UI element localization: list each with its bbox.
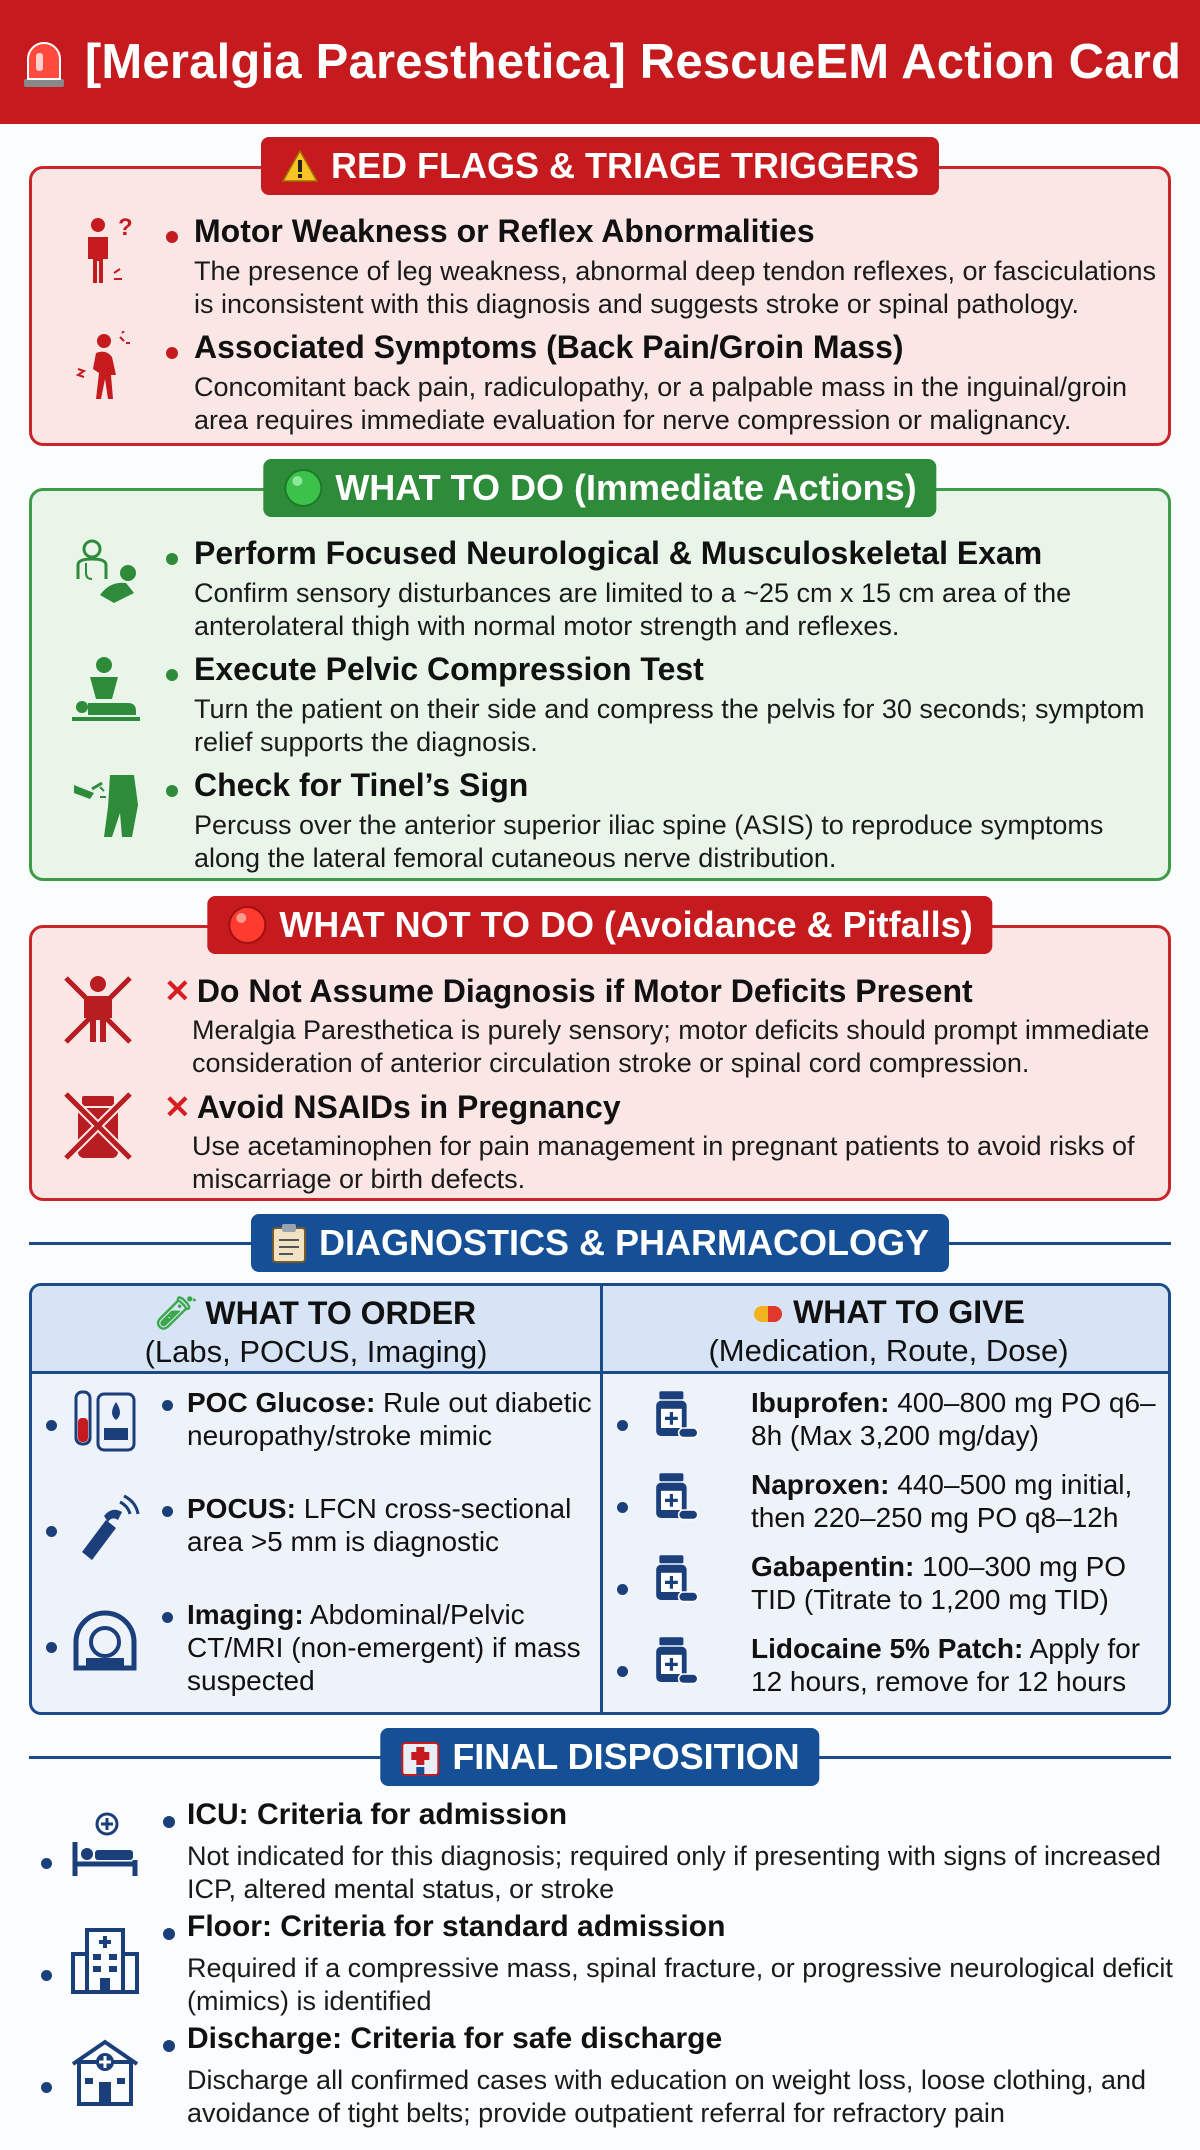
order-column-header xyxy=(32,1286,600,1374)
item-desc: Confirm sensory disturbances are limited to a ~25 cm x 15 cm area of the anterolateral thigh with normal motor strength and reflexes. xyxy=(194,578,1072,641)
pill-bottle-icon xyxy=(645,1552,701,1608)
diagnostics-heading: DIAGNOSTICS & PHARMACOLOGY xyxy=(251,1214,949,1272)
med-text: Apply for 12 hours, remove for 12 hours xyxy=(751,1633,1141,1697)
hospital-icon xyxy=(400,1737,440,1777)
order-text: Rule out diabetic neuropathy/stroke mimic xyxy=(187,1387,592,1451)
item-title: Associated Symptoms (Back Pain/Groin Mass) xyxy=(194,329,904,365)
med-label: Lidocaine 5% Patch: xyxy=(751,1633,1024,1664)
bullet xyxy=(166,785,178,797)
order-label: POC Glucose: xyxy=(187,1387,376,1418)
item-title: Discharge: Criteria for safe discharge xyxy=(187,2022,723,2055)
order-label: Imaging: xyxy=(187,1599,304,1630)
order-subheading: (Labs, POCUS, Imaging) xyxy=(144,1334,488,1369)
bullet xyxy=(41,1970,52,1981)
clipboard-icon xyxy=(271,1222,307,1264)
diagnostics-table xyxy=(29,1283,1171,1715)
bullet xyxy=(166,231,178,243)
red-flags-heading: RED FLAGS & TRIAGE TRIGGERS xyxy=(261,137,939,195)
what-to-do-heading: WHAT TO DO (Immediate Actions) xyxy=(263,459,936,517)
ct-scanner-icon xyxy=(70,1608,140,1678)
hospital-bed-icon xyxy=(69,1812,141,1884)
give-row xyxy=(603,1550,1171,1630)
disposition-section xyxy=(29,1790,1171,2140)
title-bar xyxy=(0,0,1200,124)
pill-bottle-icon xyxy=(645,1388,701,1444)
what-not-to-do-heading: WHAT NOT TO DO (Avoidance & Pitfalls) xyxy=(207,896,992,954)
give-heading: WHAT TO GIVE xyxy=(793,1294,1025,1330)
item-title: ✕ Do Not Assume Diagnosis if Motor Deficits Present xyxy=(164,973,973,1009)
give-subheading: (Medication, Route, Dose) xyxy=(708,1333,1069,1368)
med-text: 100–300 mg PO TID (Titrate to 1,200 mg TID) xyxy=(751,1551,1127,1615)
bullet xyxy=(166,553,178,565)
bullet xyxy=(163,1928,175,1940)
pill-bottle-icon xyxy=(645,1470,701,1526)
item-desc: Discharge all confirmed cases with education on weight loss, loose clothing, and avoidance of tight belts; provide outpatient referral for refractory pain xyxy=(187,2065,1147,2128)
order-row xyxy=(32,1492,600,1592)
green-circle-icon xyxy=(283,468,323,508)
x-mark-icon: ✕ xyxy=(164,973,191,1009)
item-title: Motor Weakness or Reflex Abnormalities xyxy=(194,213,815,249)
med-label: Naproxen: xyxy=(751,1469,890,1500)
back-pain-icon xyxy=(70,331,142,403)
med-text: 400–800 mg PO q6–8h (Max 3,200 mg/day) xyxy=(751,1387,1156,1451)
svg-text:?: ? xyxy=(118,215,133,241)
order-heading: WHAT TO ORDER xyxy=(205,1295,477,1331)
give-column-header xyxy=(603,1286,1171,1374)
bullet xyxy=(163,2040,175,2052)
item-title: ICU: Criteria for admission xyxy=(187,1798,568,1831)
item-desc: The presence of leg weakness, abnormal deep tendon reflexes, or fasciculations is inconsistent with this diagnosis and suggests stroke or spinal pathology. xyxy=(194,256,1157,319)
item-desc: Meralgia Paresthetica is purely sensory; motor deficits should prompt immediate consideration of anterior circulation stroke or spinal cord compression. xyxy=(192,1015,1150,1078)
order-text: Abdominal/Pelvic CT/MRI (non-emergent) if mass suspected xyxy=(187,1599,581,1696)
ultrasound-probe-icon xyxy=(70,1492,140,1562)
bullet xyxy=(46,1420,57,1431)
what-not-to-do-section xyxy=(29,904,1171,1201)
bullet xyxy=(162,1506,173,1517)
item-title: ✕ Avoid NSAIDs in Pregnancy xyxy=(164,1089,621,1125)
pill-bottle-icon xyxy=(645,1634,701,1690)
siren-icon xyxy=(19,35,69,89)
pelvic-compression-icon xyxy=(70,655,142,727)
hospital-building-icon xyxy=(69,1924,141,1996)
red-flags-section xyxy=(29,145,1171,446)
bullet xyxy=(617,1502,628,1513)
item-title: Floor: Criteria for standard admission xyxy=(187,1910,726,1943)
doctor-exam-icon xyxy=(70,539,142,611)
person-question-icon xyxy=(70,215,142,287)
item-desc: Not indicated for this diagnosis; required only if presenting with signs of increased ICP, altered mental status, or stroke xyxy=(187,1841,1162,1904)
give-row xyxy=(603,1632,1171,1712)
item-title: Execute Pelvic Compression Test xyxy=(194,651,704,687)
pill-icon xyxy=(752,1303,784,1325)
bullet xyxy=(162,1612,173,1623)
what-to-do-section xyxy=(29,467,1171,881)
bullet xyxy=(46,1526,57,1537)
item-title: Check for Tinel’s Sign xyxy=(194,767,529,803)
bullet xyxy=(166,669,178,681)
order-row xyxy=(32,1598,600,1708)
give-row xyxy=(603,1468,1171,1548)
bullet xyxy=(41,1858,52,1869)
glucose-meter-icon xyxy=(70,1388,140,1458)
bullet xyxy=(166,347,178,359)
bullet xyxy=(46,1642,57,1653)
bullet xyxy=(617,1420,628,1431)
med-text: 440–500 mg initial, then 220–250 mg PO q8–12h xyxy=(751,1469,1133,1533)
bullet xyxy=(617,1584,628,1595)
item-title: Perform Focused Neurological & Musculoskeletal Exam xyxy=(194,535,1043,571)
stop-circle-icon xyxy=(227,905,267,945)
item-desc: Turn the patient on their side and compress the pelvis for 30 seconds; symptom relief supports the diagnosis. xyxy=(194,694,1145,757)
x-mark-icon: ✕ xyxy=(164,1089,191,1125)
give-row xyxy=(603,1386,1171,1466)
disposition-heading: FINAL DISPOSITION xyxy=(380,1728,819,1786)
item-desc: Required if a compressive mass, spinal fracture, or progressive neurological deficit (mimics) is identified xyxy=(187,1953,1173,2016)
clinic-icon xyxy=(69,2036,141,2108)
item-desc: Percuss over the anterior superior iliac spine (ASIS) to reproduce symptoms along the lateral femoral cutaneous nerve distribution. xyxy=(194,810,1104,873)
item-desc: Use acetaminophen for pain management in pregnant patients to avoid risks of miscarriage or birth defects. xyxy=(192,1131,1135,1194)
bullet xyxy=(41,2082,52,2093)
warning-icon xyxy=(281,149,319,183)
percussion-icon xyxy=(70,771,142,843)
page-title: [Meralgia Paresthetica] RescueEM Action Card xyxy=(84,35,1182,89)
order-label: POCUS: xyxy=(187,1493,296,1524)
bullet xyxy=(162,1400,173,1411)
med-label: Ibuprofen: xyxy=(751,1387,890,1418)
item-desc: Concomitant back pain, radiculopathy, or a palpable mass in the inguinal/groin area requires immediate evaluation for nerve compression or malignancy. xyxy=(194,372,1128,435)
order-row xyxy=(32,1386,600,1486)
no-medication-icon xyxy=(62,1090,134,1162)
no-person-icon xyxy=(62,974,134,1046)
bullet xyxy=(617,1666,628,1677)
bullet xyxy=(163,1816,175,1828)
order-text: LFCN cross-sectional area >5 mm is diagnostic xyxy=(187,1493,572,1557)
test-tube-icon: 🧪︎ xyxy=(155,1295,197,1331)
med-label: Gabapentin: xyxy=(751,1551,915,1582)
